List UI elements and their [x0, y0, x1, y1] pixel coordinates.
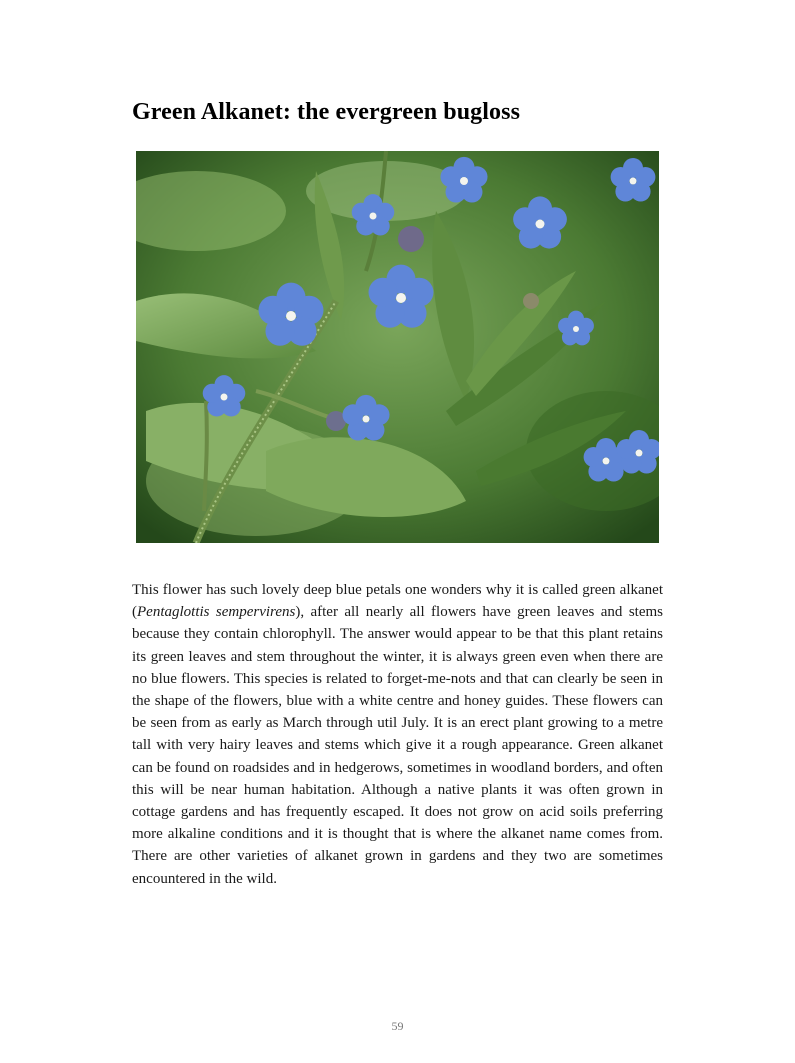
paragraph-text-after: ), after all nearly all flowers have green leaves and stems because they contain chlorophyll. The answer would appear to be that this plant retains its green leaves and stem throughout the winter, it is always green even when there are no blue flowers. This species is related to forget-me-nots and that can clearly be seen in the shape of the flowers, blue with a white centre and honey guides. These flowers can be seen from as early as March through util July. It is an erect plant growing to a metre tall with very hairy leaves and stems which give it a rough appearance. Green alkanet can be found on roadsides and in hedgerows, sometimes in woodland borders, and often this will be near human habitation. Although a native plants it was often grown in cottage gardens and has frequently escaped. It does not grow on acid soils preferring more alkaline conditions and it is thought that is where the alkanet name comes from. There are other varieties of alkanet grown in gardens and they two are sometimes encountered in the wild.: [132, 604, 663, 887]
flower-photo: [136, 151, 659, 543]
paragraph-text-before: This flower has such lovely deep blue petals one wonders why it is called green alkanet (: [132, 582, 663, 621]
page-title: Green Alkanet: the evergreen bugloss: [132, 99, 521, 125]
green-alkanet-illustration: [136, 151, 659, 543]
page-number: 59: [391, 1019, 404, 1033]
latin-name: Pentaglottis sempervirens: [137, 604, 296, 621]
body-paragraph: [132, 579, 663, 890]
